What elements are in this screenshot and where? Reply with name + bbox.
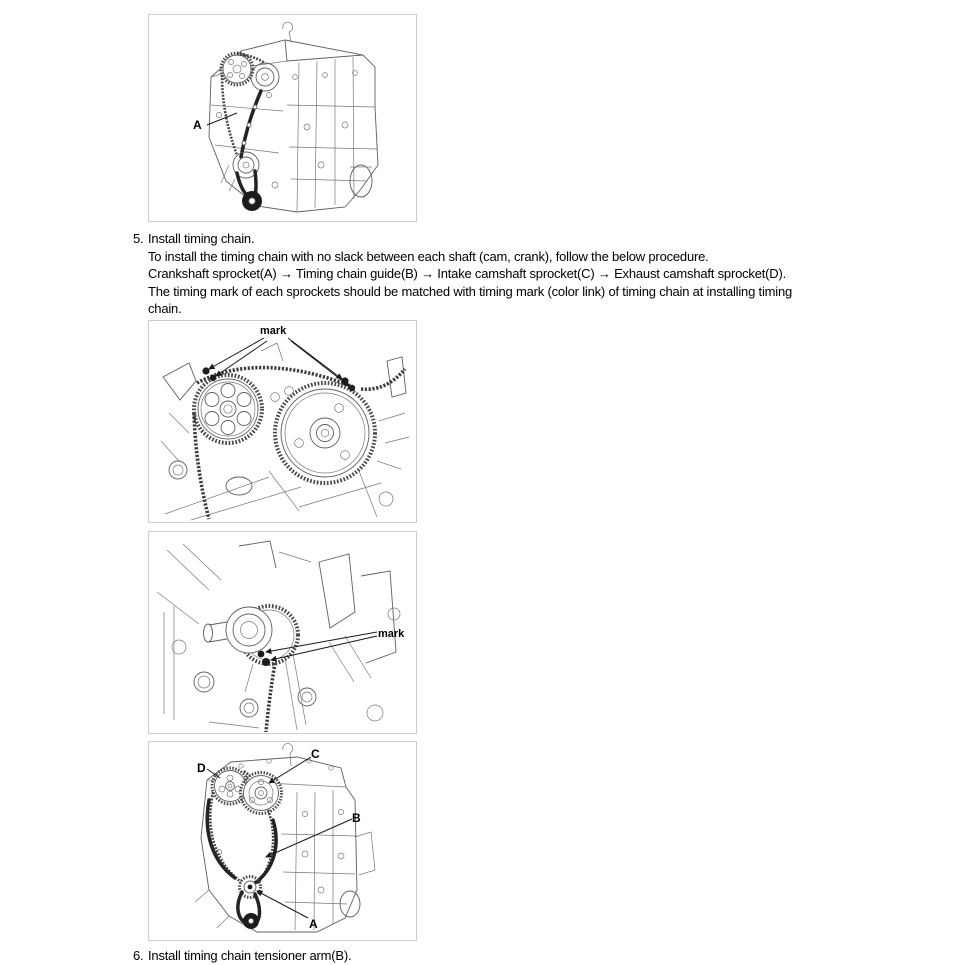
crankshaft-mark-art xyxy=(149,532,416,733)
step-5 xyxy=(133,230,833,318)
exhaust-camshaft-sprocket xyxy=(194,375,262,443)
crankshaft-sprocket xyxy=(204,606,299,664)
figure4-callout-d: D xyxy=(197,761,206,775)
timing-mark xyxy=(258,632,377,666)
figure-engine-isometric xyxy=(148,14,417,222)
figure-camshaft-marks xyxy=(148,320,417,523)
figure2-callout-mark: mark xyxy=(260,325,287,337)
step-5-line-4: chain. xyxy=(148,301,182,316)
figure1-callout-a: A xyxy=(193,118,202,132)
step-5-line-1: To install the timing chain with no slack between each shaft (cam, crank), follow the below procedure. xyxy=(148,248,709,264)
chain-and-guides xyxy=(245,654,306,732)
step-6-heading: Install timing chain tensioner arm(B). xyxy=(148,948,352,963)
component-layout-art xyxy=(149,742,416,940)
engine-block-outline xyxy=(195,744,375,932)
crank-snout xyxy=(204,624,213,642)
intake-camshaft-sprocket xyxy=(275,383,375,483)
figure4-callout-c: C xyxy=(311,747,320,761)
engine-block-outline xyxy=(209,22,378,212)
leader-line-a xyxy=(207,113,237,125)
figure-crankshaft-mark xyxy=(148,531,417,734)
figure4-callout-b: B xyxy=(352,811,361,825)
step-6-number: 6. xyxy=(133,948,144,963)
figure-component-layout xyxy=(148,741,417,941)
engine-isometric-art xyxy=(149,15,416,221)
step-5-number: 5. xyxy=(133,231,144,246)
camshaft-marks-art xyxy=(149,321,416,522)
figure4-callout-a: A xyxy=(309,917,318,931)
chain-guide-left xyxy=(207,800,235,878)
cam-sprockets xyxy=(221,53,279,91)
dipstick-handle xyxy=(283,22,293,42)
step-5-heading: Install timing chain. xyxy=(148,231,255,246)
step-5-line-2: Crankshaft sprocket(A) → Timing chain guide(B) → Intake camshaft sprocket(C) → Exhaust camshaft sprocket(D). xyxy=(148,266,787,281)
step-5-line-3: The timing mark of each sprockets should be matched with timing mark (color link) of timing chain at installing timing xyxy=(148,283,793,299)
dipstick-handle xyxy=(283,744,293,766)
figure3-callout-mark: mark xyxy=(378,628,405,640)
